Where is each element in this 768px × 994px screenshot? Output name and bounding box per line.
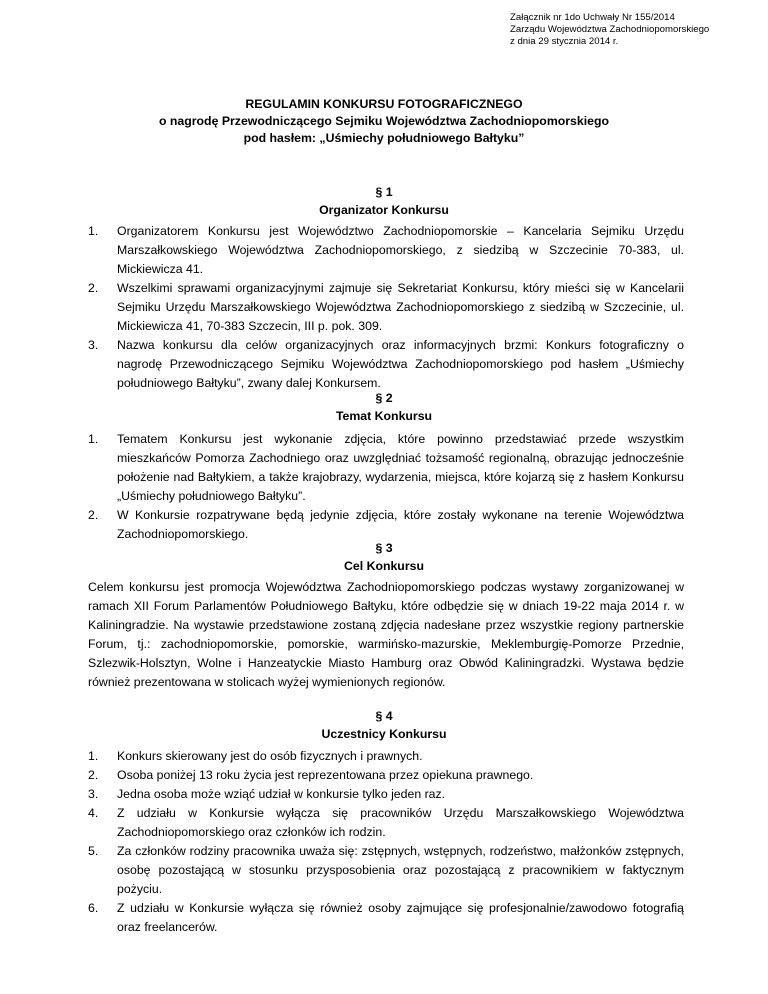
- item-number: 4.: [88, 806, 99, 820]
- list-item: [88, 899, 684, 937]
- title-line-1: REGULAMIN KONKURSU FOTOGRAFICZNEGO: [245, 97, 523, 111]
- section-3-header: [100, 539, 668, 575]
- list-item: [88, 785, 684, 804]
- item-text: Wszelkimi sprawami organizacyjnymi zajmuje się Sekretariat Konkursu, który mieści się w Kancelarii Sejmiku Urzędu Marszałkowskiego Województwa Zachodniopomorskiego z siedzibą w Szczecinie, ul. Mickiewicza 41, 70-383 Szczecin, III p. pok. 309.: [117, 281, 684, 333]
- list-item: [88, 222, 684, 279]
- item-number: 6.: [88, 901, 99, 915]
- section-4-header: [100, 707, 668, 743]
- section-1-heading: Organizator Konkursu: [319, 203, 449, 217]
- item-text: Tematem Konkursu jest wykonanie zdjęcia, które powinno przedstawiać przede wszystkim mieszkańców Pomorza Zachodniego oraz uwzględniać tożsamość regionalną, obrazując jednocześnie położenie nad Bałtykiem, a także krajobrazy, wydarzenia, miejsca, które kojarzą się z hasłem Konkursu „Uśmiechy południowego Bałtyku”.: [117, 432, 684, 503]
- list-item: [88, 430, 684, 506]
- item-number: 2.: [88, 508, 99, 522]
- attachment-note: [510, 12, 709, 48]
- list-item: [88, 766, 684, 785]
- item-text: Z udziału w Konkursie wyłącza się również osoby zajmujące się profesjonalnie/zawodowo fotografią oraz freelancerów.: [117, 901, 684, 934]
- item-number: 1.: [88, 749, 99, 763]
- item-number: 5.: [88, 844, 99, 858]
- list-item: [88, 747, 684, 766]
- section-3-heading: Cel Konkursu: [344, 559, 424, 573]
- section-4-list: [88, 747, 684, 937]
- list-item: [88, 842, 684, 899]
- section-3-paragraph: Celem konkursu jest promocja Województwa Zachodniopomorskiego podczas wystawy zorganizowanej w ramach XII Forum Parlamentów Południowego Bałtyku, które odbędzie się w dniach 19-22 maja 2014 r. w Kaliningradzie. Na wystawie przedstawione zostaną zdjęcia nadesłane przez wszystkie regiony partnerskie Forum, tj.: zachodniopomorskie, pomorskie, warmińsko-mazurskie, Meklemburgię-Pomorze Przednie, Szlezwik-Holsztyn, Wolne i Hanzeatyckie Miasto Hamburg oraz Obwód Kaliningradzki. Wystawa będzie również prezentowana w stolicach wyżej wymienionych regionów.: [88, 580, 684, 689]
- title-line-2: o nagrodę Przewodniczącego Sejmiku Województwa Zachodniopomorskiego: [158, 114, 610, 128]
- section-2-header: [100, 389, 668, 425]
- title-line-3: pod hasłem: „Uśmiechy południowego Bałtyku”: [243, 131, 525, 145]
- attachment-line-3: z dnia 29 stycznia 2014 r.: [510, 36, 619, 47]
- item-number: 1.: [88, 432, 99, 446]
- item-number: 3.: [88, 338, 99, 352]
- section-4-heading: Uczestnicy Konkursu: [321, 727, 447, 741]
- attachment-line-1: Załącznik nr 1do Uchwały Nr 155/2014: [510, 12, 675, 23]
- section-3-symbol: § 3: [375, 541, 393, 555]
- section-1-symbol: § 1: [375, 185, 393, 199]
- item-text: Organizatorem Konkursu jest Województwo Zachodniopomorskie – Kancelaria Sejmiku Urzędu Marszałkowskiego Województwa Zachodniopomorskiego, z siedzibą w Szczecinie 70-383, ul. Mickiewicza 41.: [117, 224, 684, 276]
- item-text: W Konkursie rozpatrywane będą jedynie zdjęcia, które zostały wykonane na terenie Województwa Zachodniopomorskiego.: [117, 508, 684, 541]
- item-number: 3.: [88, 787, 99, 801]
- section-1-list: [88, 222, 684, 393]
- list-item: [88, 279, 684, 336]
- section-2-symbol: § 2: [375, 391, 393, 405]
- list-item: [88, 804, 684, 842]
- document-title: [100, 96, 668, 147]
- attachment-line-2: Zarządu Województwa Zachodniopomorskiego: [510, 24, 710, 35]
- section-4-symbol: § 4: [375, 709, 393, 723]
- section-2-list: [88, 430, 684, 544]
- item-text: Jedna osoba może wziąć udział w konkursie tylko jeden raz.: [117, 787, 446, 801]
- list-item: [88, 336, 684, 393]
- item-text: Konkurs skierowany jest do osób fizycznych i prawnych.: [117, 749, 423, 763]
- item-number: 2.: [88, 768, 99, 782]
- section-1-header: [100, 183, 668, 219]
- item-text: Osoba poniżej 13 roku życia jest reprezentowana przez opiekuna prawnego.: [117, 768, 534, 782]
- item-number: 1.: [88, 224, 99, 238]
- section-2-heading: Temat Konkursu: [335, 409, 433, 423]
- item-text: Z udziału w Konkursie wyłącza się pracowników Urzędu Marszałkowskiego Województwa Zachodniopomorskiego oraz członków ich rodzin.: [117, 806, 684, 839]
- item-text: Za członków rodziny pracownika uważa się: zstępnych, wstępnych, rodzeństwo, małżonków zstępnych, osobę pozostającą w stosunku przysposobienia oraz pozostającą z pracownikiem w faktycznym pożyciu.: [117, 844, 684, 896]
- item-number: 2.: [88, 281, 99, 295]
- item-text: Nazwa konkursu dla celów organizacyjnych oraz informacyjnych brzmi: Konkurs fotograficzny o nagrodę Przewodniczącego Sejmiku Województwa Zachodniopomorskiego pod hasłem „Uśmiechy południowego Bałtyku”, zwany dalej Konkursem.: [117, 338, 684, 390]
